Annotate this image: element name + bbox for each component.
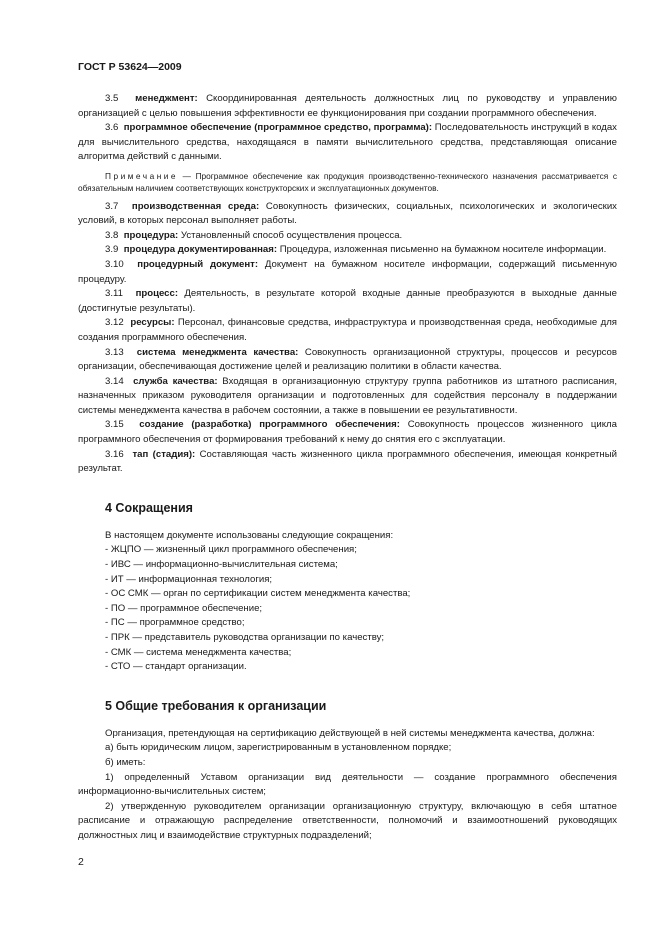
- list-item: - ИТ — информационная технология;: [105, 573, 273, 585]
- section-5-intro: Организация, претендующая на сертификацию действующей в ней системы менеджмента качества, должна:: [105, 727, 595, 739]
- requirement-a: а) быть юридическим лицом, зарегистрированным в установленном порядке;: [105, 742, 452, 754]
- section-4-intro: В настоящем документе использованы следующие сокращения:: [105, 529, 394, 541]
- term-3-6: 3.6 программное обеспечение (программное средство, программа): Последовательность инструкций в кодах для вычислительного средства, находящаяся в памяти вычислительного средства, представляющая описание алгоритма действий с данными.: [78, 122, 617, 163]
- list-item: - ЖЦПО — жизненный цикл программного обеспечения;: [105, 544, 357, 556]
- term-name: программное обеспечение (программное средство, программа):: [123, 122, 433, 134]
- list-item: - ОС СМК — орган по сертификации систем менеджмента качества;: [105, 588, 411, 600]
- requirement-b1: 1) определенный Уставом организации вид деятельности — создание программного обеспечения информационно-вычислительных систем;: [78, 771, 617, 798]
- term-3-7: 3.7 производственная среда: Совокупность физических, социальных, психологических и экологических условий, в которых персонал выполняет работы.: [78, 200, 617, 227]
- term-3-10: 3.10 процедурный документ: Документ на бумажном носителе информации, содержащий письменную процедуру.: [78, 258, 617, 285]
- note-label: Примечание: [105, 170, 179, 181]
- term-3-9: 3.9 процедура документированная: Процедура, изложенная письменно на бумажном носителе информации.: [105, 244, 607, 256]
- document-header: ГОСТ Р 53624—2009: [78, 61, 182, 73]
- note: Примечание — Программное обеспечение как продукция производственно-технического назначения рассматривается с обязательным наличием соответствующих конструкторских и эксплуатационных документов.: [78, 170, 617, 194]
- list-item: - ПО — программное обеспечение;: [105, 602, 263, 614]
- term-3-8: 3.8 процедура: Установленный способ осуществления процесса.: [105, 229, 403, 241]
- term-3-13: 3.13 система менеджмента качества: Совокупность организационной структуры, процессов и ресурсов организации, обеспечивающая достижение целей и реализацию политики в области качества.: [78, 346, 617, 373]
- term-3-11: 3.11 процесс: Деятельность, в результате которой входные данные преобразуются в выходные данные (достигнутые результаты).: [78, 288, 617, 314]
- term-name: менеджмент:: [135, 93, 198, 104]
- requirement-b2: 2) утвержденную руководителем организации организационную структуру, включающую в себя штатное расписание и отражающую распределение ответственности, полномочий и взаимоотношений руководящих должностных лиц и взаимодействие структурных подразделений;: [78, 800, 617, 841]
- list-item: - ПРК — представитель руководства организации по качеству;: [105, 632, 385, 643]
- term-3-16: 3.16 тап (стадия): Составляющая часть жизненного цикла программного обеспечения, имеющая конкретный результат.: [78, 448, 617, 475]
- document-body: [78, 92, 617, 844]
- section-5-heading: 5 Общие требования к организации: [105, 698, 327, 713]
- list-item: - ИВС — информационно-вычислительная система;: [105, 559, 338, 571]
- list-item: - СМК — система менеджмента качества;: [105, 646, 292, 658]
- abbreviation-list: [78, 543, 617, 674]
- term-3-15: 3.15 создание (разработка) программного обеспечения: Совокупность процессов жизненного цикла программного обеспечения от формирования требований к нему до снятия его с эксплуатации.: [78, 419, 617, 446]
- term-3-12: 3.12 ресурсы: Персонал, финансовые средства, инфраструктура и производственная среда, необходимые для создания программного обеспечения.: [78, 317, 617, 343]
- list-item: - ПС — программное средство;: [105, 617, 245, 629]
- requirement-b: б) иметь:: [105, 756, 146, 768]
- term-3-5: 3.5 менеджмент: Скоординированная деятельность должностных лиц по руководству и управлению организацией с целью повышения эффективности ее функционирования при создании программного обеспечения.: [78, 93, 617, 119]
- term-3-14: 3.14 служба качества: Входящая в организационную структуру группа работников из штатного расписания, назначенных приказом руководителя организации и подготовленных для содействия персоналу в поддержании системы менеджмента качества в рабочем состоянии, а также в повышении ее результативности.: [78, 375, 617, 416]
- page-number: 2: [78, 856, 84, 868]
- list-item: - СТО — стандарт организации.: [105, 661, 247, 673]
- section-4-heading: 4 Сокращения: [105, 500, 193, 515]
